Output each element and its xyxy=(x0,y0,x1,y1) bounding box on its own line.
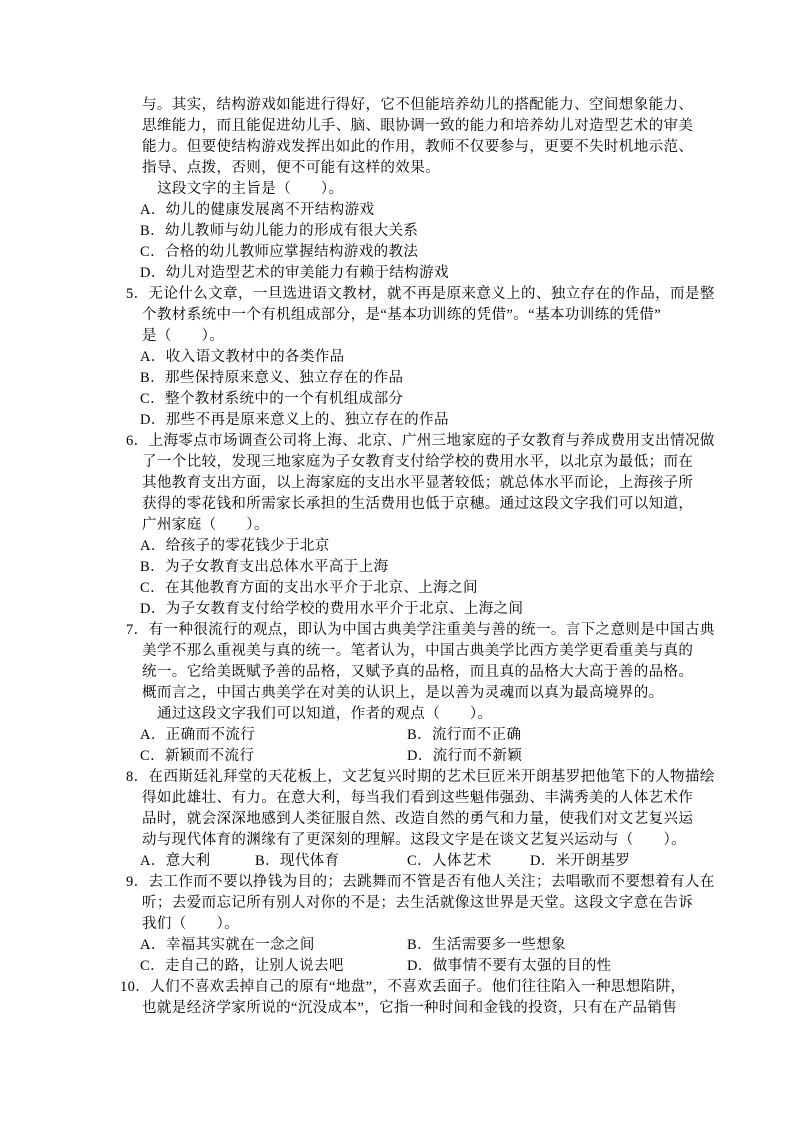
option-line: D．那些不再是原来意义上的、独立存在的作品 xyxy=(140,412,449,428)
option-text: B．生活需要多一些想象 xyxy=(407,937,567,953)
option-text: B．流行而不正确 xyxy=(407,727,522,743)
option-line: A．给孩子的零花钱少于北京 xyxy=(140,538,330,554)
options-row xyxy=(0,746,794,767)
question-start-line: 8．在西斯廷礼拜堂的天花板上，文艺复兴时期的艺术巨匠米开朗基罗把他笔下的人物描绘 xyxy=(126,769,715,785)
option-line: B．那些保持原来意义、独立存在的作品 xyxy=(140,370,404,386)
question-start-line: 7．有一种很流行的观点，即认为中国古典美学注重美与善的统一。言下之意则是中国古典 xyxy=(126,622,715,638)
text-line: 也就是经济学家所说的“沉没成本”，它指一种时间和金钱的投资，只有在产品销售 xyxy=(142,1000,678,1016)
question-start-line: 5．无论什么文章，一旦选进语文教材，就不再是原来意义上的、独立存在的作品，而是整 xyxy=(126,286,715,302)
question-start-line: 10．人们不喜欢丢掉自己的原有“地盘”，不喜欢丢面子。他们往往陷入一种思想陷阱， xyxy=(120,979,686,995)
option-line: B．为子女教育支出总体水平高于上海 xyxy=(140,559,389,575)
options-row xyxy=(0,725,794,746)
option-text: A．意大利 xyxy=(140,853,211,869)
text-line: 是（ ）。 xyxy=(142,328,225,344)
question-start-line: 6．上海零点市场调查公司将上海、北京、广州三地家庭的子女教育与养成费用支出情况做 xyxy=(126,433,715,449)
options-row xyxy=(0,851,794,872)
option-text: D．米开朗基罗 xyxy=(530,853,631,869)
text-line: 品时，就会深深地感到人类征服自然、改造自然的勇气和力量，使我们对文艺复兴运 xyxy=(142,811,694,827)
option-line: C．在其他教育方面的支出水平介于北京、上海之间 xyxy=(140,580,478,596)
option-line: D．幼儿对造型艺术的审美能力有赖于结构游戏 xyxy=(140,265,449,281)
text-line: 动与现代体育的渊缘有了更深刻的理解。这段文字是在谈文艺复兴运动与（ ）。 xyxy=(142,832,687,848)
option-line: B．幼儿教师与幼儿能力的形成有很大关系 xyxy=(140,223,419,239)
options-row xyxy=(0,956,794,977)
option-line: C．合格的幼儿教师应掌握结构游戏的教法 xyxy=(140,244,419,260)
text-line: 个教材系统中一个有机组成部分，是“基本功训练的凭借”。“基本功训练的凭借” xyxy=(142,307,662,323)
option-line: A．幼儿的健康发展离不开结构游戏 xyxy=(140,202,375,218)
option-text: A．幸福其实就在一念之间 xyxy=(140,937,315,953)
option-text: C．新颖而不流行 xyxy=(140,748,255,764)
option-text: C．走自己的路，让别人说去吧 xyxy=(140,958,344,974)
text-line: 思维能力，而且能促进幼儿手、脑、眼协调一致的能力和培养幼儿对造型艺术的审美 xyxy=(142,118,694,134)
text-line: 广州家庭（ ）。 xyxy=(142,517,269,533)
question-start-line: 9．去工作而不要以挣钱为目的；去跳舞而不管是否有他人关注；去唱歌而不要想着有人在 xyxy=(126,874,715,890)
option-line: C．整个教材系统中的一个有机组成部分 xyxy=(140,391,404,407)
text-line: 能力。但要使结构游戏发挥出如此的作用，教师不仅要参与，更要不失时机地示范、 xyxy=(142,139,694,155)
text-block xyxy=(0,95,794,1019)
text-line: 美学不那么重视美与真的统一。笔者认为，中国古典美学比西方美学更看重美与真的 xyxy=(142,643,694,659)
option-text: D．做事情不要有太强的目的性 xyxy=(407,958,612,974)
text-line: 其他教育支出方面，以上海家庭的支出水平显著较低；就总体水平而论，上海孩子所 xyxy=(142,475,694,491)
text-line: 得如此雄壮、有力。在意大利，每当我们看到这些魁伟强劲、丰满秀美的人体艺术作 xyxy=(142,790,694,806)
option-text: C．人体艺术 xyxy=(407,853,492,869)
text-line: 了一个比较，发现三地家庭为子女教育支付给学校的费用水平，以北京为最低；而在 xyxy=(142,454,694,470)
options-row xyxy=(0,935,794,956)
option-text: B．现代体育 xyxy=(255,853,340,869)
text-line: 指导、点拨，否则，便不可能有这样的效果。 xyxy=(142,160,440,176)
option-text: A．正确而不流行 xyxy=(140,727,256,743)
option-line: D．为子女教育支付给学校的费用水平介于北京、上海之间 xyxy=(140,601,524,617)
text-line: 这段文字的主旨是（ ）。 xyxy=(157,181,344,197)
text-line: 听；去爱而忘记所有别人对你的不是；去生活就像这世界是天堂。这段文字意在告诉 xyxy=(142,895,694,911)
option-line: A．收入语文教材中的各类作品 xyxy=(140,349,345,365)
text-line: 与。其实，结构游戏如能进行得好，它不但能培养幼儿的搭配能力、空间想象能力、 xyxy=(142,97,694,113)
text-line: 通过这段文字我们可以知道，作者的观点（ ）。 xyxy=(157,706,493,722)
text-line: 统一。它给美既赋予善的品格，又赋予真的品格，而且真的品格大大高于善的品格。 xyxy=(142,664,694,680)
text-line: 概而言之，中国古典美学在对美的认识上，是以善为灵魂而以真为最高境界的。 xyxy=(142,685,664,701)
text-line: 获得的零花钱和所需家长承担的生活费用也低于京穗。通过这段文字我们可以知道， xyxy=(142,496,694,512)
option-text: D．流行而不新颖 xyxy=(407,748,523,764)
text-line: 我们（ ）。 xyxy=(142,916,240,932)
